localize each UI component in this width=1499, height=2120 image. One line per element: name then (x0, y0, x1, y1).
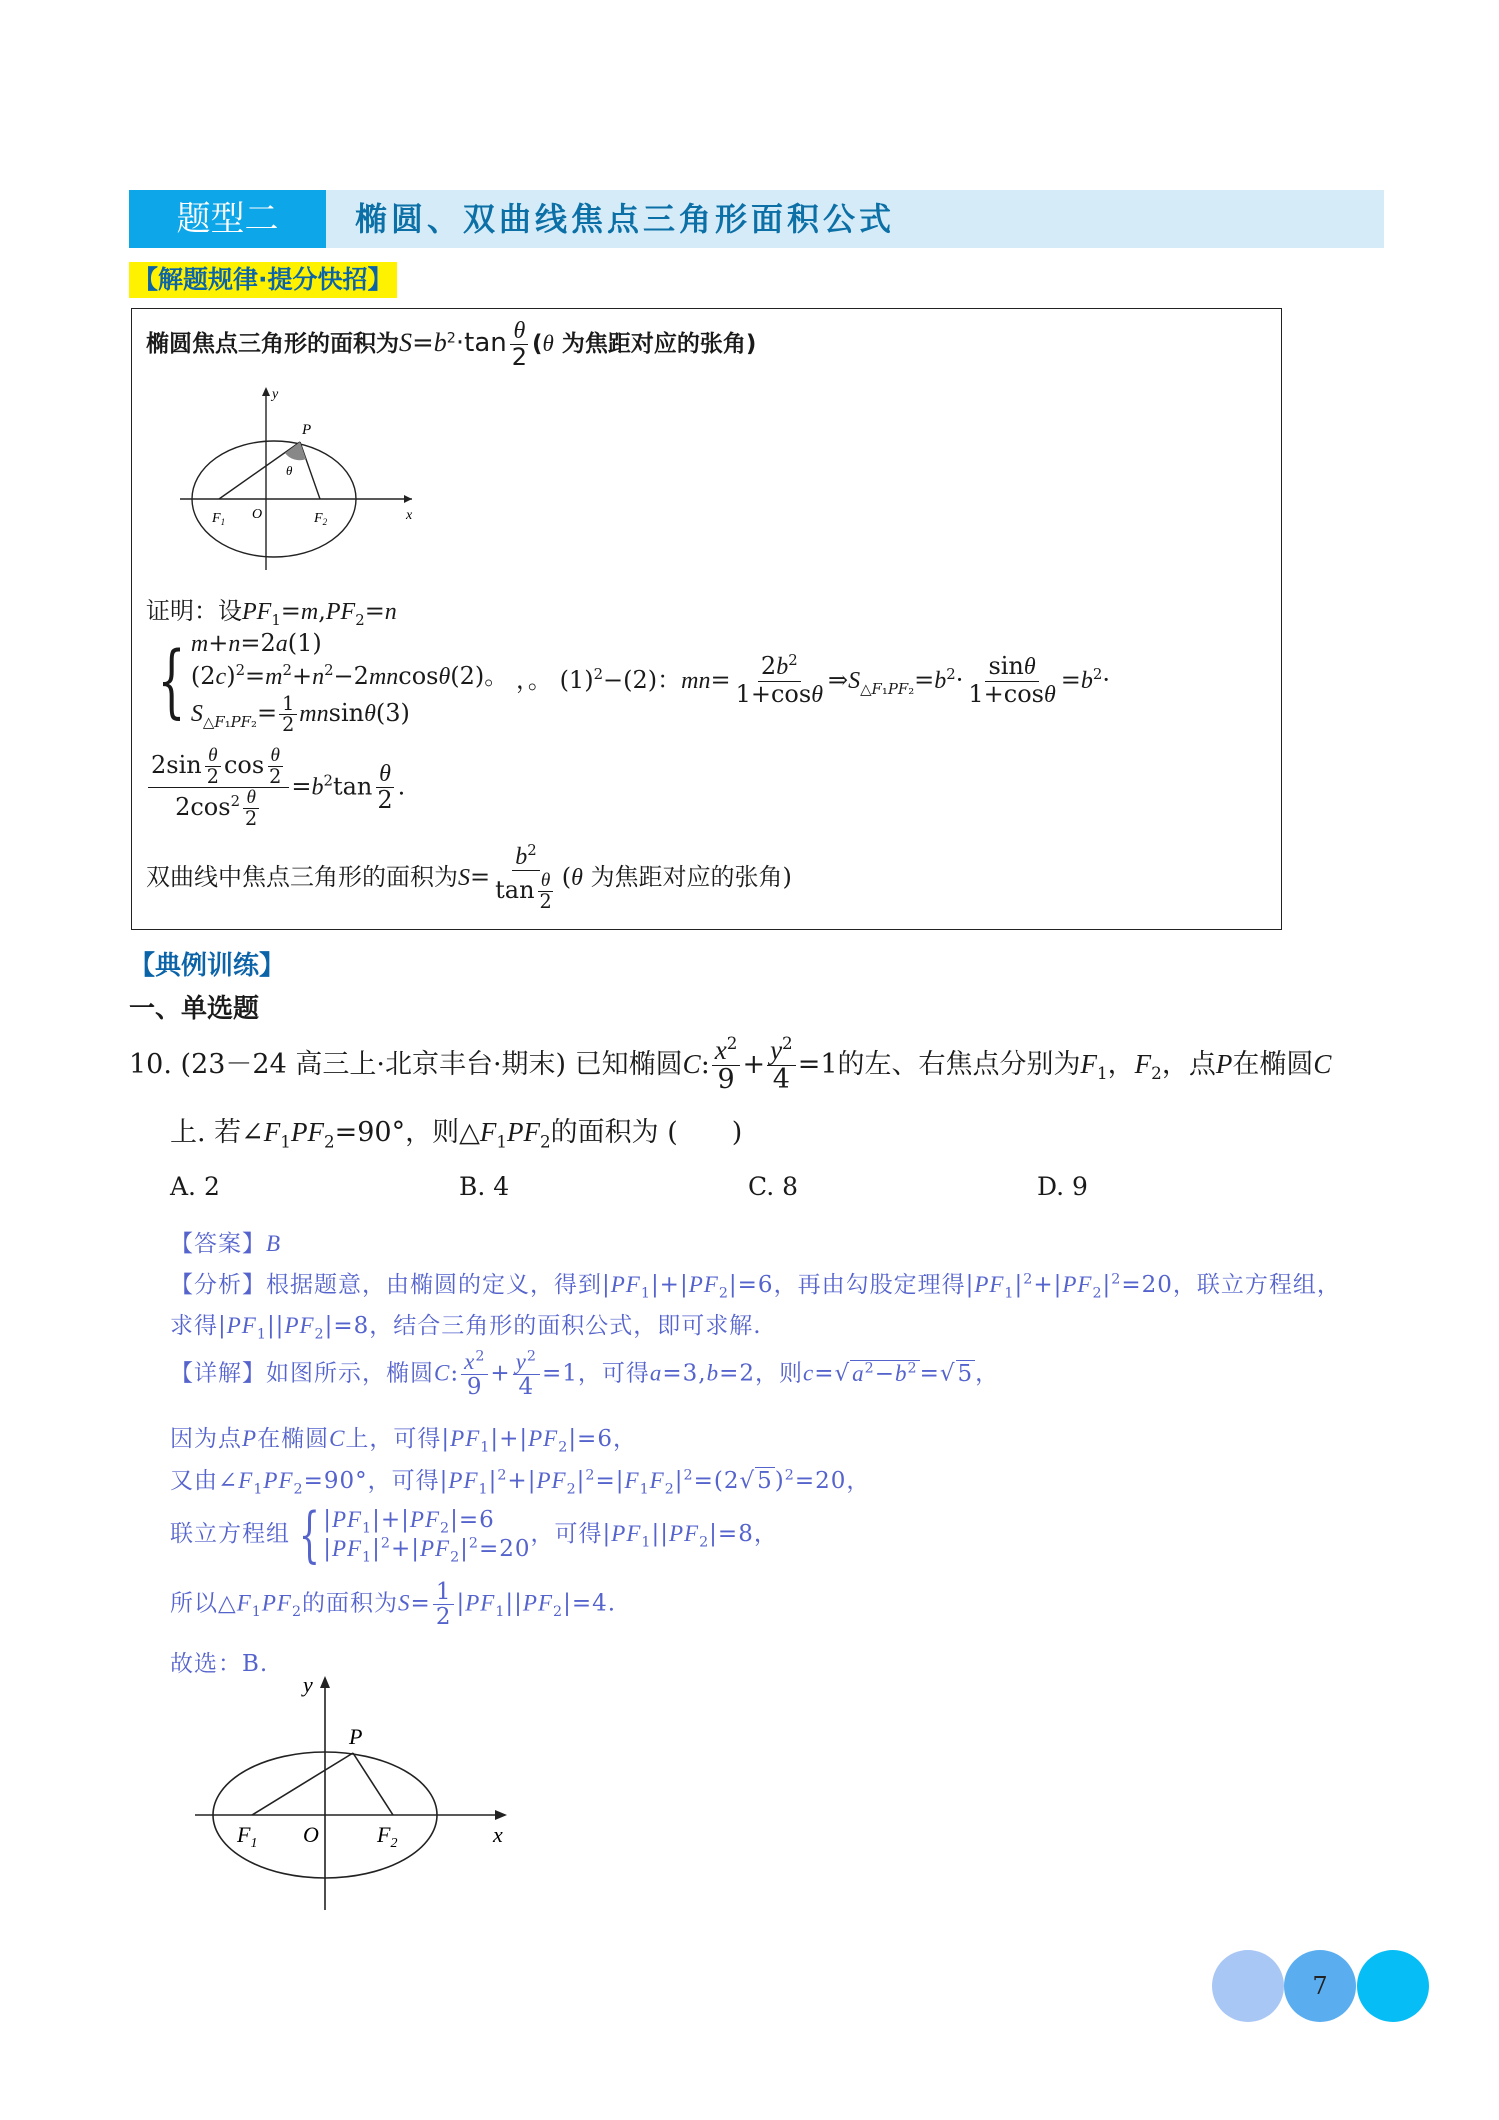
proof-system: { m+n=2a(1) $(2c)^2=m^2+n^2-2mncos\theta(2)$。 $S_{\triangle F_1PF_2}=$ $\frac{1}{2}$ mnsinθ(3) ，。 $(1)^2-(2)$：mn= $\frac{2b^2}{1+\cos\theta}$ $\Rightarrow S_{\triangle F_1PF_2}=b^2\cdot$ $\frac{\sin\theta}{1+\cos\theta}$ $=b^2\cdot$ (157, 629, 1110, 736)
detail-b: ，可得 (577, 1360, 650, 1387)
answer-label: 【答案】 (170, 1231, 266, 1257)
svg-text:F2: $F_2$ (314, 511, 328, 527)
conclusion-prefix: 双曲线中焦点三角形的面积为 (146, 862, 458, 891)
analysis-d: 求得 (170, 1313, 218, 1339)
question-text-a: 已知椭圆 (574, 1048, 683, 1080)
fig-y-label: y (272, 387, 279, 402)
option-d[interactable]: D. 9 (1037, 1172, 1088, 1201)
svg-text:F2: $F_2$ (377, 1822, 398, 1851)
step4-b: 的面积为 (302, 1590, 399, 1617)
question-line2-c: 的面积为 ( ) (550, 1117, 743, 1148)
analysis-c: ，联立方程组， (1172, 1272, 1341, 1298)
single-choice-heading: 一、单选题 (129, 994, 260, 1024)
svg-text:P: P (349, 1724, 363, 1749)
option-c[interactable]: C. 8 (748, 1172, 799, 1201)
page-number-badge (1284, 1950, 1356, 2022)
svg-text:y: y (303, 1672, 313, 1697)
question-number: 10. (129, 1048, 172, 1080)
rule-line-1-suffix: 为焦距对应的张角) (561, 331, 757, 358)
option-a[interactable]: A. 2 (170, 1172, 220, 1201)
rule-line-1: 椭圆焦点三角形的面积为$S=b^2\cdot\tan$ $\frac{\theta}{2}$ (θ 为焦距对应的张角) (146, 318, 757, 372)
ellipse-figure (172, 384, 432, 574)
hyperbola-conclusion: 双曲线中焦点三角形的面积为S= $b^2$ tan $\frac{\theta}{2}$ (θ 为焦距对应的张角) (146, 841, 792, 914)
section-title: 椭圆、双曲线焦点三角形面积公式 (355, 200, 896, 238)
answer-value: B (266, 1231, 282, 1256)
proof-prefix: 证明：设 (146, 597, 242, 625)
rule-line-1-prefix: 椭圆焦点三角形的面积为 (146, 331, 399, 358)
tip-label: 【解题规律·提分快招】 (129, 262, 397, 298)
analysis-b: ，再由勾股定理得 (773, 1272, 966, 1298)
svg-text:F1: $F_1$ (237, 1822, 258, 1851)
detail-label: 【详解】 (170, 1360, 266, 1387)
fig-o-label: O (252, 507, 263, 522)
answer-line (170, 1225, 281, 1258)
proof-line: 证明：设$PF_1=m,PF_2=n$ (146, 597, 397, 629)
answer-ellipse-figure (185, 1670, 525, 1920)
fig-theta-label: θ (286, 463, 293, 478)
step2-b: ，可得 (367, 1468, 440, 1494)
example-label: 【典例训练】 (129, 951, 286, 981)
analysis-line-1: 【分析】根据题意，由椭圆的定义，得到$|PF_1|+|PF_2|=6$，再由勾股定理得$|PF_1|^2+|PF_2|^2=20$，联立方程组， (170, 1271, 1341, 1302)
analysis-e: ，结合三角形的面积公式，即可求解. (369, 1313, 762, 1339)
detail-step-1: 因为点P在椭圆C上，可得$|PF_1|+|PF_2|=6$， (170, 1426, 637, 1456)
rule-box (131, 308, 1282, 930)
step3-b: ，可得 (530, 1521, 603, 1547)
step1-b: 在椭圆 (257, 1426, 330, 1452)
question-text-b: 的左、右焦点分别为 (837, 1048, 1081, 1080)
svg-text:F1: $F_1$ (212, 511, 226, 527)
question-text-d: 在椭圆 (1232, 1048, 1314, 1080)
section-header-bar (129, 190, 1384, 248)
option-b[interactable]: B. 4 (459, 1172, 510, 1201)
detail-line-1: 【详解】如图所示，椭圆C: $\frac{x^2}{9}$ + $\frac{y^2}{4}$ =1，可得a=3,b=2，则$c=√a^2-b^2=√5$， (170, 1348, 1000, 1401)
detail-a: 如图所示，椭圆 (266, 1360, 434, 1387)
final-choice: 故选：B. (170, 1651, 269, 1677)
analysis-a: 根据题意，由椭圆的定义，得到 (266, 1272, 602, 1298)
analysis-line-2: 求得$|PF_1||PF_2|=8$，结合三角形的面积公式，即可求解. (170, 1313, 762, 1343)
question-source: (23－24 高三上·北京丰台·期末) (180, 1048, 567, 1080)
fig-p-label: P (302, 422, 312, 438)
question-line-2: 上. 若$\angle F_1PF_2=90^\circ$，则$\triangle F_1PF_2$的面积为 ( ) (170, 1117, 743, 1152)
page-number: 7 (1312, 1972, 1328, 2000)
question-line-1: 10. (23－24 高三上·北京丰台·期末) 已知椭圆C: $\frac{x^2}{9}$ + $\frac{y^2}{4}$ =1的左、右焦点分别为$F_1$，$F_2$，点P在椭圆C (129, 1033, 1332, 1096)
step3-a: 联立方程组 (170, 1521, 290, 1547)
detail-c: ，则 (755, 1360, 803, 1387)
detail-step-4: 所以$\triangle F_1PF_2$的面积为S= $\frac{1}{2}$ $|PF_1||PF_2|=4$. (170, 1579, 617, 1631)
fig-x-label: x (406, 508, 413, 523)
question-line2-a: 上. 若 (170, 1117, 242, 1148)
page-circle-left (1212, 1950, 1284, 2022)
step2-a: 又由 (170, 1468, 218, 1494)
section-tag: 题型二 (129, 190, 326, 248)
question-line2-b: ，则 (405, 1117, 460, 1148)
step1-a: 因为点 (170, 1426, 242, 1452)
proof-result: 2sin $\frac{\theta}{2}$ cos $\frac{\theta}{2}$ $2\cos^2$ $\frac{\theta}{2}$ $=b^2\tan$ $\frac{\theta}{2}$ . (146, 746, 405, 830)
svg-text:O: O (303, 1822, 319, 1847)
step4-a: 所以 (170, 1590, 218, 1617)
conclusion-suffix: 为焦距对应的张角) (590, 862, 792, 891)
detail-step-3: 联立方程组 { $|PF_1|+|PF_2|=6$ $|PF_1|^2+|PF_2|^2=20$ ，可得$|PF_1||PF_2|=8$， (170, 1500, 778, 1570)
page-circle-right (1357, 1950, 1429, 2022)
detail-step-2: 又由$\angle F_1PF_2=90^\circ$，可得$|PF_1|^2+|PF_2|^2=|F_1F_2|^2=(2√5)^2=20$， (170, 1467, 871, 1498)
step1-c: 上，可得 (345, 1426, 442, 1452)
analysis-label: 【分析】 (170, 1272, 266, 1298)
question-text-c: ，点 (1161, 1048, 1216, 1080)
svg-text:x: x (493, 1822, 503, 1847)
